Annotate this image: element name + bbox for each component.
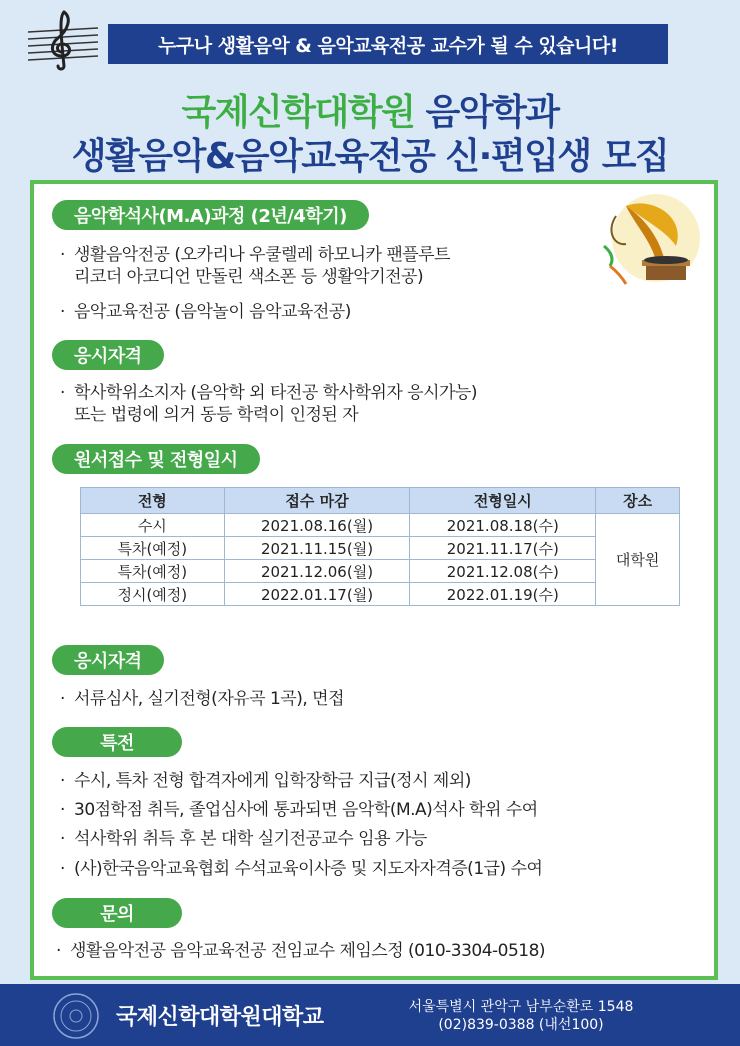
footer-address-line: 서울특별시 관악구 남부순환로 1548 (408, 999, 634, 1015)
benefits-item-4: · (사)한국음악교육협회 수석교육이사증 및 지도자자격증(1급) 수여 (60, 859, 543, 879)
contact-item-1: · 생활음악전공 음악교육전공 전임교수 제임스정 (010-3304-0518) (56, 941, 546, 961)
table-header: 전형 (81, 488, 225, 514)
department-name: 음악학과 (425, 92, 559, 133)
table-cell: 2021.08.18(수) (410, 514, 596, 537)
qualification-item-1: · 학사학위소지자 (음악학 외 타전공 학사학위자 응시가능) 또는 법령에 의거 동등 학력이 인정된 자 (60, 383, 477, 425)
table-cell: 2022.01.19(수) (410, 583, 596, 606)
page-subtitle: 생활음악&음악교육전공 신·편입생 모집 (71, 136, 669, 177)
footer-address (396, 998, 646, 1034)
section-contact-label: 문의 (52, 898, 182, 928)
table-cell: 2021.11.15(월) (224, 537, 410, 560)
table-cell: 정시(예정) (81, 583, 225, 606)
section-program-label: 음악학석사(M.A)과정 (2년/4학기) (52, 200, 369, 230)
table-row (81, 514, 680, 537)
program-item-1: · 생활음악전공 (오카리나 우쿨렐레 하모니카 팬플루트 리코더 아코디언 만돌린 색소폰 등 생활악기전공) (60, 245, 451, 287)
schedule-table (80, 487, 680, 606)
table-cell: 수시 (81, 514, 225, 537)
table-cell: 특차(예정) (81, 537, 225, 560)
table-cell: 2022.01.17(월) (224, 583, 410, 606)
table-row (81, 583, 680, 606)
footer (0, 984, 740, 1046)
gramophone-illustration (596, 186, 708, 298)
section-exam-label: 응시자격 (52, 645, 164, 675)
school-name: 국제신학대학원 (181, 92, 415, 133)
footer-phone: (02)839-0388 (내선100) (438, 1017, 604, 1033)
benefits-item-3: · 석사학위 취득 후 본 대학 실기전공교수 임용 가능 (60, 829, 427, 849)
table-cell: 2021.11.17(수) (410, 537, 596, 560)
university-seal-icon (52, 992, 100, 1040)
table-place-cell: 대학원 (596, 514, 680, 606)
table-header: 장소 (596, 488, 680, 514)
section-schedule-label: 원서접수 및 전형일시 (52, 444, 260, 474)
table-header: 전형일시 (410, 488, 596, 514)
table-header-row (81, 488, 680, 514)
program-item-2: · 음악교육전공 (음악놀이 음악교육전공) (60, 302, 351, 322)
benefits-item-2: · 30점학점 취득, 졸업심사에 통과되면 음악학(M.A)석사 학위 수여 (60, 800, 538, 820)
table-cell: 2021.12.06(월) (224, 560, 410, 583)
top-banner: 누구나 생활음악 & 음악교육전공 교수가 될 수 있습니다! (108, 24, 668, 64)
table-cell: 2021.12.08(수) (410, 560, 596, 583)
table-row (81, 560, 680, 583)
exam-item-1: · 서류심사, 실기전형(자유곡 1곡), 면접 (60, 689, 345, 709)
section-benefits-label: 특전 (52, 727, 182, 757)
table-header: 접수 마감 (224, 488, 410, 514)
table-cell: 특차(예정) (81, 560, 225, 583)
treble-clef-icon (28, 8, 98, 72)
section-qualification-label: 응시자격 (52, 340, 164, 370)
table-cell: 2021.08.16(월) (224, 514, 410, 537)
table-row (81, 537, 680, 560)
footer-school-name: 국제신학대학원대학교 (116, 1005, 324, 1030)
benefits-item-1: · 수시, 특차 전형 합격자에게 입학장학금 지급(정시 제외) (60, 771, 471, 791)
